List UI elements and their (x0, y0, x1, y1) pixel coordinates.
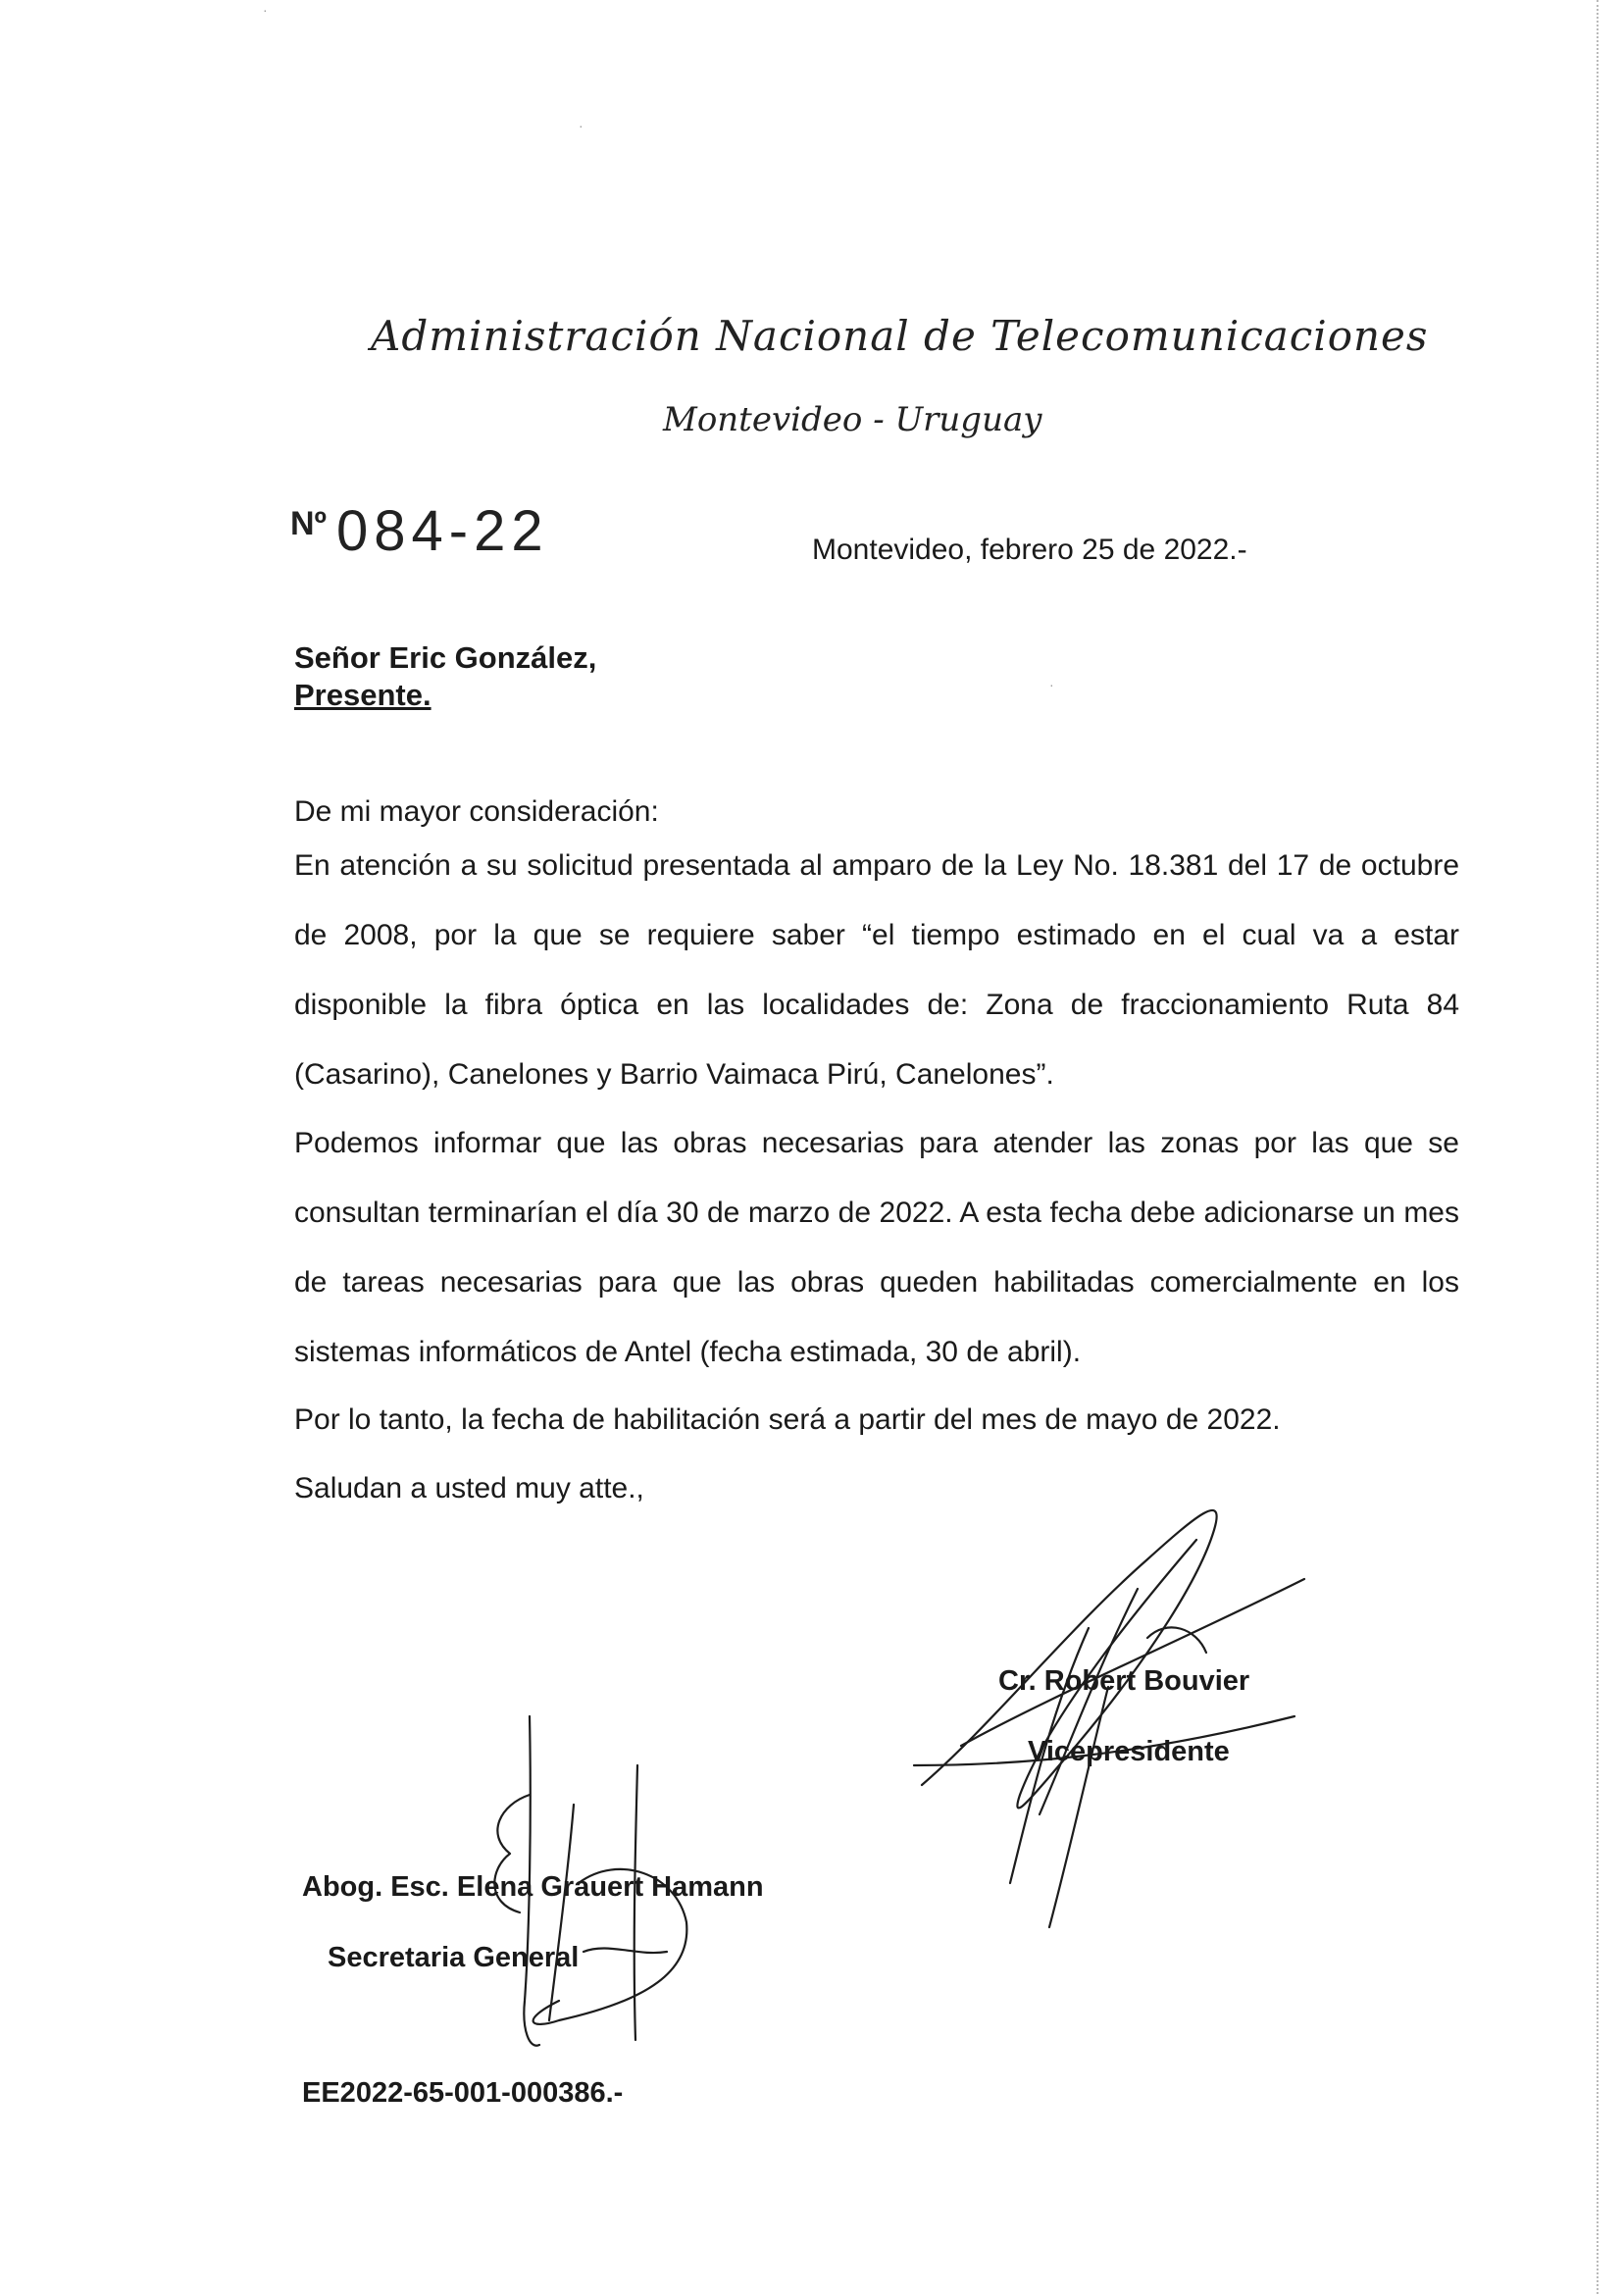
addressee-name: Señor Eric González, (294, 640, 597, 675)
body-paragraph-3: Por lo tanto, la fecha de habilitación será a partir del mes de mayo de 2022. (294, 1403, 1281, 1436)
document-number (290, 498, 549, 564)
signatory-2-name: Abog. Esc. Elena Grauert Hamann (302, 1871, 764, 1903)
page-edge-rule (1597, 0, 1599, 2294)
letterhead-location: Montevideo - Uruguay (663, 400, 1042, 439)
addressee-presente: Presente. (294, 678, 431, 712)
scan-speck: · (1049, 677, 1054, 692)
body-paragraph-2: Podemos informar que las obras necesarias para atender las zonas por las que se consultan terminarían el día 30 de marzo de 2022. A esta fecha debe adicionarse un mes de tareas necesarias para que las obras queden habilitadas comercialmente en los sistemas informáticos de Antel (fecha estimada, 30 de abril). (294, 1127, 1459, 1368)
body-paragraph-1: En atención a su solicitud presentada al amparo de la Ley No. 18.381 del 17 de octubre de 2008, por la que se requiere saber “el tiempo estimado en el cual va a estar disponible la fibra óptica en las localidades de: Zona de fraccionamiento Ruta 84 (Casarino), Canelones y Barrio Vaimaca Pirú, Canelones”. (294, 849, 1459, 1091)
addressee-block (294, 639, 596, 714)
date-line: Montevideo, febrero 25 de 2022.- (812, 534, 1247, 566)
scan-speck: · (579, 118, 584, 133)
scan-speck: · (263, 2, 268, 18)
number-prefix: Nº (290, 505, 327, 542)
bouvier-signature-image (902, 1471, 1314, 1942)
signatory-1-name: Cr. Robert Bouvier (998, 1665, 1250, 1697)
number-value: 084-22 (335, 499, 549, 563)
reference-code: EE2022-65-001-000386.- (302, 2077, 624, 2109)
closing: Saludan a usted muy atte., (294, 1472, 644, 1504)
salutation: De mi mayor consideración: (294, 795, 659, 828)
letterhead-institution: Administración Nacional de Telecomunicaciones (371, 312, 1429, 360)
signatory-1-role: Vicepresidente (1028, 1736, 1230, 1767)
signatory-2-role: Secretaria General (328, 1942, 580, 1973)
